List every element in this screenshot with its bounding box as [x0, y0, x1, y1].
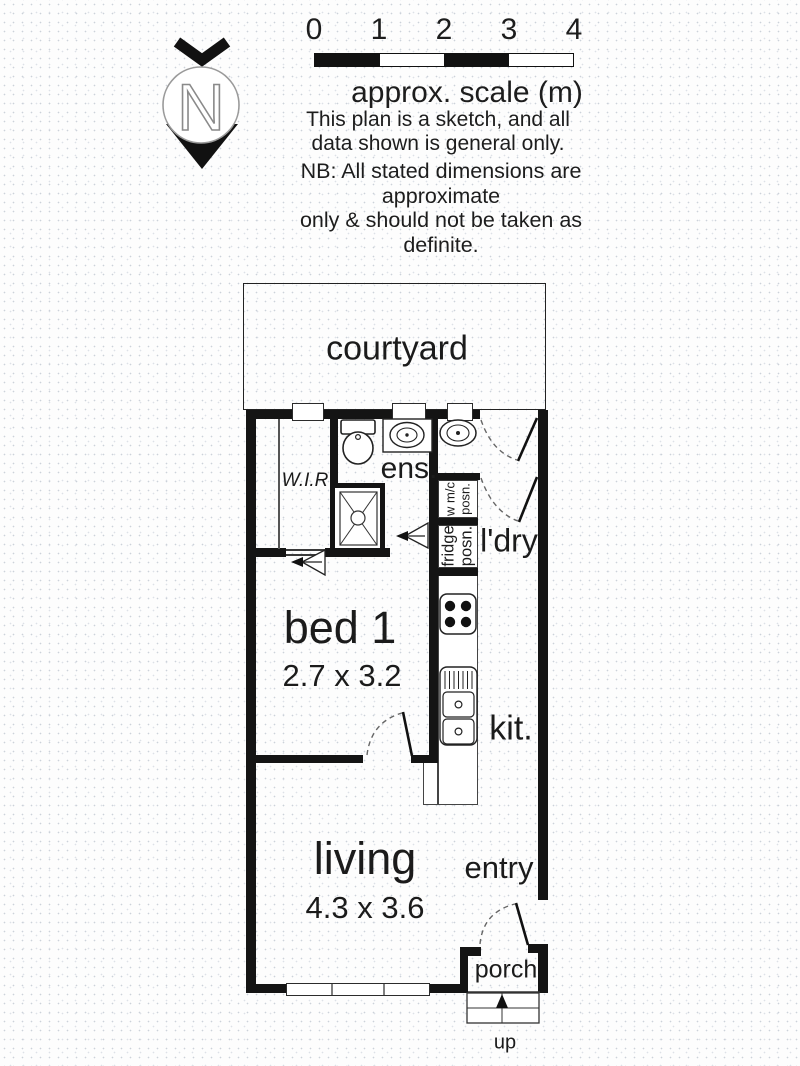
toilet-fixture [341, 420, 375, 464]
room-label-ens: ens. [380, 452, 438, 485]
label-wm-line2: posn. [457, 483, 472, 515]
label-fridge [440, 525, 477, 566]
kitchen-sink-fixture [440, 667, 477, 745]
scale-tick-1: 1 [370, 13, 388, 46]
label-up: up [493, 1031, 517, 1054]
label-washing-machine [443, 482, 472, 516]
door-laundry-inner [481, 477, 537, 522]
room-label-entry: entry [464, 850, 534, 885]
vanity-basin-fixture [383, 419, 432, 452]
room-label-bed1: bed 1 [283, 602, 397, 653]
slider-symbol-ens [396, 523, 428, 548]
label-fridge-line1: fridge [439, 525, 458, 567]
door-courtyard-laundry [481, 418, 537, 461]
scale-tick-3: 3 [500, 13, 518, 46]
room-label-kit: kit. [489, 709, 533, 748]
room-dims-living: 4.3 x 3.6 [305, 890, 425, 925]
door-entry [480, 903, 528, 945]
room-label-ldry: l'dry [480, 522, 538, 559]
sketch-disclaimer-line1: This plan is a sketch, and all [306, 108, 570, 131]
room-label-courtyard: courtyard [326, 329, 468, 368]
door-bed1 [367, 712, 412, 756]
slider-symbol-wir [291, 550, 325, 575]
sketch-disclaimer-line2: data shown is general only. [311, 131, 565, 155]
nb-disclaimer-line2: only & should not be taken as definite. [299, 208, 583, 257]
label-wm-line1: w m/c [442, 482, 458, 516]
scale-tick-2: 2 [435, 13, 453, 46]
scale-caption: approx. scale (m) [351, 76, 583, 109]
laundry-trough-fixture [440, 420, 476, 446]
cooktop-fixture [440, 594, 476, 634]
room-dims-bed1: 2.7 x 3.2 [282, 658, 402, 693]
north-letter: N [177, 70, 225, 144]
label-fridge-line2: posn. [458, 525, 476, 567]
north-chevron-icon [177, 42, 227, 60]
north-indicator [163, 42, 239, 169]
porch-steps [467, 992, 540, 1023]
room-label-living: living [313, 833, 417, 884]
scale-tick-4: 4 [565, 13, 583, 46]
scale-tick-0: 0 [305, 13, 323, 46]
room-label-wir: W.I.R [281, 470, 329, 491]
nb-disclaimer-line1: NB: All stated dimensions are approximate [300, 159, 582, 208]
shower-base [340, 492, 377, 545]
room-label-porch: porch [474, 955, 538, 984]
